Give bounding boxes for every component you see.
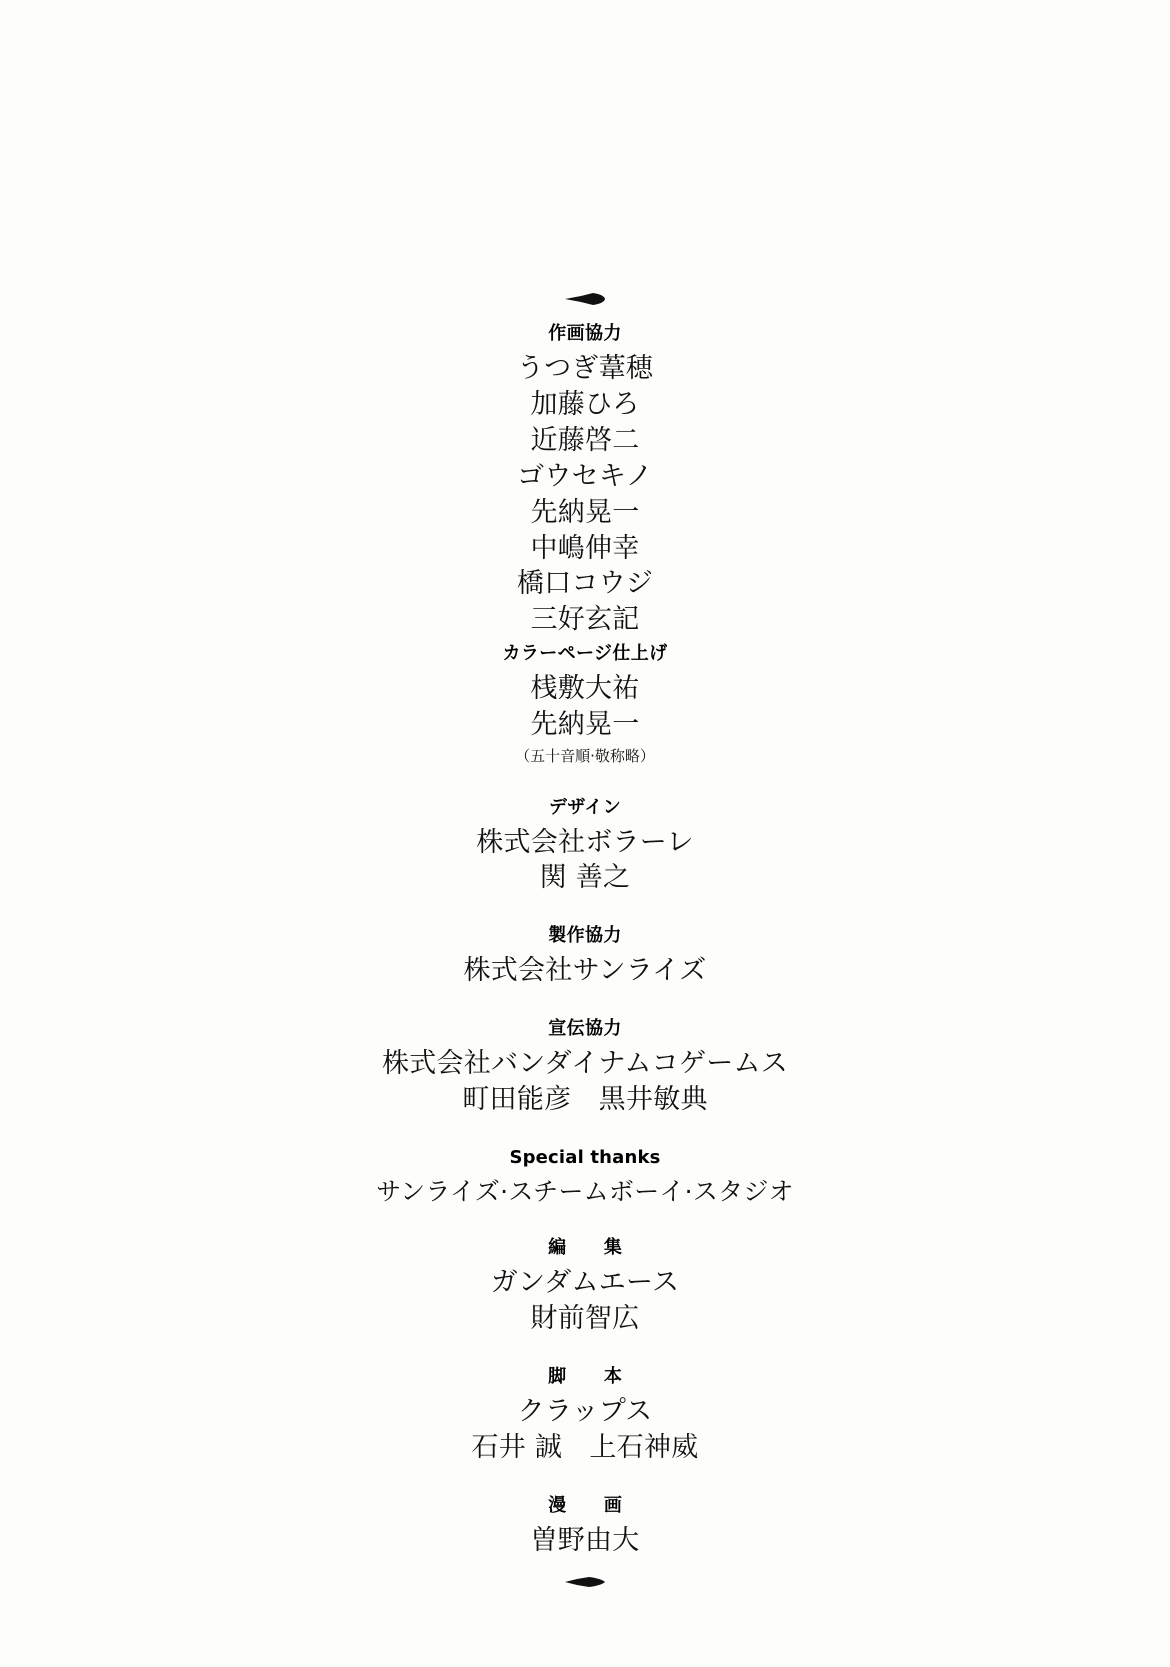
credit-block-henshu <box>0 1234 1170 1337</box>
credit-name: 株式会社サンライズ <box>463 955 707 987</box>
credit-name: 曽野由大 <box>530 1524 640 1556</box>
credit-name: 株式会社ボラーレ <box>476 826 694 858</box>
credit-heading: 編 集 <box>548 1237 632 1259</box>
credit-heading: 脚 本 <box>548 1366 632 1388</box>
credit-name: 中嶋伸幸 <box>530 532 640 564</box>
credit-block-sakuga-kyoryoku <box>0 320 1170 638</box>
credit-block-special-thanks <box>0 1144 1170 1208</box>
credit-name: 近藤啓二 <box>530 424 640 456</box>
credits-list <box>0 292 1170 1589</box>
credit-name: 先納晃一 <box>530 496 640 528</box>
credit-name: 加藤ひろ <box>530 388 640 420</box>
credit-name: 桟敷大祐 <box>530 673 640 705</box>
credit-name: ガンダムエース <box>490 1267 680 1299</box>
credit-note: （五十音順·敬称略） <box>515 747 655 766</box>
credit-name: ゴウセキノ <box>517 460 653 492</box>
credit-name: 三好玄記 <box>530 604 640 636</box>
credit-block-color-page-shiage <box>0 640 1170 767</box>
credit-heading: 漫 画 <box>548 1494 632 1516</box>
arrow-ornament-bottom-icon <box>563 1575 607 1589</box>
credit-heading: カラーページ仕上げ <box>502 643 668 665</box>
credit-name: 財前智広 <box>530 1303 640 1335</box>
credit-heading: 製作協力 <box>548 925 622 947</box>
credit-name: 橋口コウジ <box>516 568 654 600</box>
credit-block-seisaku-kyoryoku <box>0 922 1170 989</box>
credit-heading: 宣伝協力 <box>548 1018 622 1040</box>
arrow-ornament-top-icon <box>563 292 607 306</box>
credit-name: 町田能彦 黒井敏典 <box>462 1084 708 1116</box>
credit-name: 先納晃一 <box>530 709 640 741</box>
credit-name: うつぎ葦穂 <box>516 353 654 384</box>
credit-heading: Special thanks <box>509 1147 661 1169</box>
credit-block-senden-kyoryoku <box>0 1015 1170 1118</box>
credit-heading: 作画協力 <box>548 323 622 344</box>
credit-name: クラップス <box>517 1396 653 1428</box>
credit-block-design <box>0 794 1170 897</box>
credit-name: 石井 誠 上石神威 <box>471 1432 699 1464</box>
credit-block-kyakuhon <box>0 1363 1170 1466</box>
credit-name: サンライズ·スチームボーイ·スタジオ <box>376 1177 794 1207</box>
credit-heading: デザイン <box>548 796 622 818</box>
credit-name: 関 善之 <box>539 862 631 894</box>
credit-name: 株式会社バンダイナムコゲームス <box>381 1048 789 1080</box>
credit-block-manga <box>0 1492 1170 1559</box>
